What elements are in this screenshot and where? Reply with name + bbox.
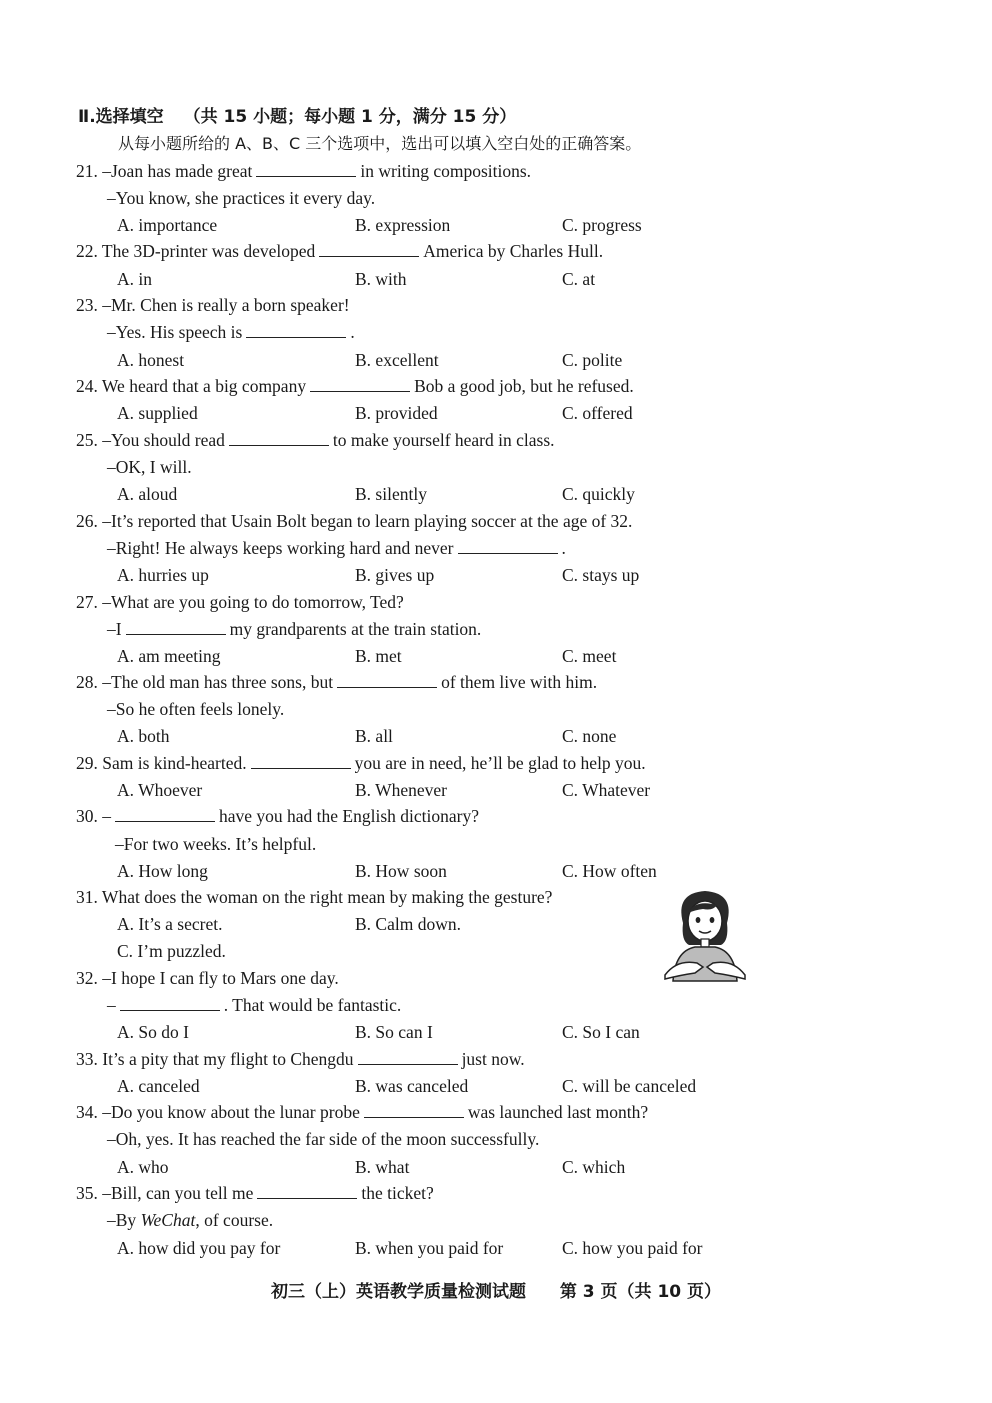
q32-option-b: B. So can I (355, 1022, 433, 1042)
q27-option-c: C. meet (562, 646, 617, 666)
question-26: 26. –It’s reported that Usain Bolt began to learn playing soccer at the age of 32. (76, 511, 633, 531)
answer-blank (126, 620, 226, 635)
answer-blank (246, 323, 346, 338)
question-21-reply: –You know, she practices it every day. (107, 188, 376, 208)
question-27: 27. –What are you going to do tomorrow, Ted? (76, 592, 404, 612)
q26-option-a: A. hurries up (117, 565, 209, 585)
question-21: 21. –Joan has made great in writing compositions. (76, 161, 532, 181)
answer-blank (358, 1050, 458, 1065)
q29-option-c: C. Whatever (562, 780, 651, 800)
question-22: 22. The 3D-printer was developed America by Charles Hull. (76, 241, 604, 261)
q24-option-a: A. supplied (117, 403, 198, 423)
question-31: 31. What does the woman on the right mean by making the gesture? (76, 887, 553, 907)
q34-option-a: A. who (117, 1157, 169, 1177)
footer-title: 初三（上）英语教学质量检测试题 (270, 1282, 526, 1302)
question-27-reply: –I my grandparents at the train station. (107, 619, 482, 639)
question-26-reply: –Right! He always keeps working hard and never . (107, 538, 566, 558)
q30-option-a: A. How long (117, 861, 208, 881)
question-29: 29. Sam is kind-hearted. you are in need, he’ll be glad to help you. (76, 753, 646, 773)
q31-option-b: B. Calm down. (355, 914, 461, 934)
q28-option-c: C. none (562, 726, 617, 746)
footer-page-number: 第 3 页（共 10 页） (559, 1282, 722, 1302)
question-25-reply: –OK, I will. (107, 457, 192, 477)
answer-blank (115, 807, 215, 822)
q25-option-c: C. quickly (562, 484, 635, 504)
section-instruction: 从每小题所给的 A、B、C 三个选项中，选出可以填入空白处的正确答案。 (118, 134, 642, 153)
woman-gesture-illustration (655, 883, 755, 983)
q30-option-c: C. How often (562, 861, 657, 881)
question-32-reply: – . That would be fantastic. (107, 995, 402, 1015)
q26-option-c: C. stays up (562, 565, 640, 585)
page-footer (0, 1277, 992, 1302)
q28-option-b: B. all (355, 726, 393, 746)
answer-blank (257, 1184, 357, 1199)
answer-blank (310, 377, 410, 392)
question-30-reply: –For two weeks. It’s helpful. (115, 834, 317, 854)
answer-blank (251, 754, 351, 769)
question-34-reply: –Oh, yes. It has reached the far side of the moon successfully. (107, 1129, 540, 1149)
q28-option-a: A. both (117, 726, 170, 746)
answer-blank (256, 162, 356, 177)
question-28-reply: –So he often feels lonely. (107, 699, 285, 719)
question-34: 34. –Do you know about the lunar probe was launched last month? (76, 1102, 649, 1122)
question-32: 32. –I hope I can fly to Mars one day. (76, 968, 339, 988)
answer-blank (120, 996, 220, 1011)
question-35-reply: –By WeChat, of course. (107, 1210, 274, 1230)
answer-blank (337, 673, 437, 688)
question-28: 28. –The old man has three sons, but of them live with him. (76, 672, 598, 692)
q22-option-b: B. with (355, 269, 407, 289)
question-24: 24. We heard that a big company Bob a good job, but he refused. (76, 376, 634, 396)
question-23-reply: –Yes. His speech is . (107, 322, 355, 342)
q22-option-c: C. at (562, 269, 596, 289)
answer-blank (319, 242, 419, 257)
q23-option-b: B. excellent (355, 350, 439, 370)
q31-option-c: C. I’m puzzled. (117, 941, 226, 961)
q29-option-a: A. Whoever (117, 780, 203, 800)
q27-option-b: B. met (355, 646, 402, 666)
question-33: 33. It’s a pity that my flight to Chengdu just now. (76, 1049, 525, 1069)
q35-option-b: B. when you paid for (355, 1238, 504, 1258)
section-title: Ⅱ.选择填空 (78, 107, 164, 127)
q25-option-b: B. silently (355, 484, 427, 504)
q31-option-a: A. It’s a secret. (117, 914, 223, 934)
q33-option-b: B. was canceled (355, 1076, 469, 1096)
q27-option-a: A. am meeting (117, 646, 221, 666)
q25-option-a: A. aloud (117, 484, 178, 504)
answer-blank (364, 1103, 464, 1118)
question-23: 23. –Mr. Chen is really a born speaker! (76, 295, 350, 315)
q32-option-c: C. So I can (562, 1022, 640, 1042)
q24-option-c: C. offered (562, 403, 633, 423)
q21-option-b: B. expression (355, 215, 451, 235)
section-header (78, 106, 516, 128)
q35-option-a: A. how did you pay for (117, 1238, 281, 1258)
q23-option-c: C. polite (562, 350, 623, 370)
q23-option-a: A. honest (117, 350, 185, 370)
q26-option-b: B. gives up (355, 565, 435, 585)
q22-option-a: A. in (117, 269, 152, 289)
q24-option-b: B. provided (355, 403, 438, 423)
question-30: 30. – have you had the English dictionary? (76, 806, 479, 826)
answer-blank (229, 431, 329, 446)
answer-blank (458, 539, 558, 554)
q29-option-b: B. Whenever (355, 780, 448, 800)
q34-option-b: B. what (355, 1157, 410, 1177)
q30-option-b: B. How soon (355, 861, 447, 881)
question-25: 25. –You should read to make yourself heard in class. (76, 430, 555, 450)
q21-option-a: A. importance (117, 215, 218, 235)
q21-option-c: C. progress (562, 215, 642, 235)
q33-option-c: C. will be canceled (562, 1076, 697, 1096)
question-35: 35. –Bill, can you tell me the ticket? (76, 1183, 434, 1203)
q32-option-a: A. So do I (117, 1022, 189, 1042)
section-score: （共 15 小题；每小题 1 分，满分 15 分） (183, 107, 517, 127)
q33-option-a: A. canceled (117, 1076, 200, 1096)
q34-option-c: C. which (562, 1157, 626, 1177)
q35-option-c: C. how you paid for (562, 1238, 703, 1258)
